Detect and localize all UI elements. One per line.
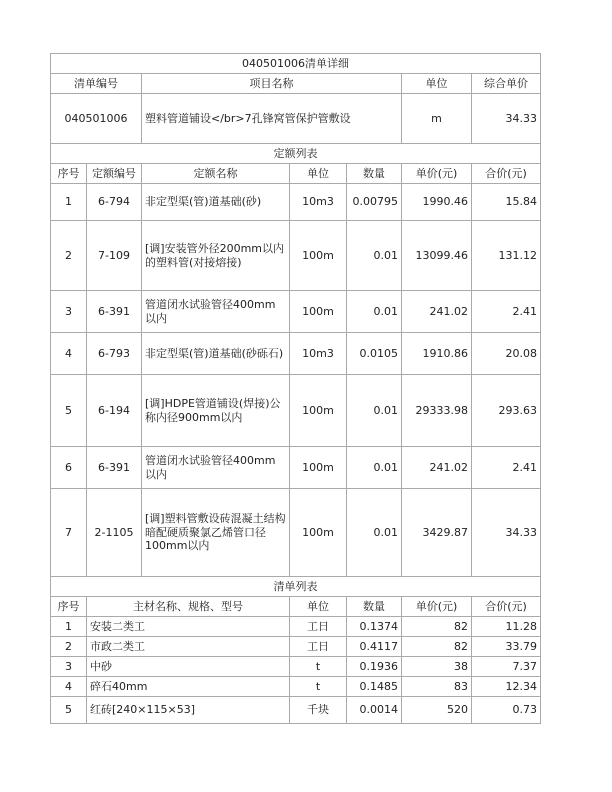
material-unit: t	[290, 677, 347, 697]
table-row	[51, 489, 541, 577]
material-qty: 0.0014	[347, 697, 402, 724]
header-price: 综合单价	[472, 74, 541, 94]
item-name: 塑料管道铺设</br>7孔锋窝管保护管敷设	[142, 94, 402, 144]
material-header-name: 主材名称、规格、型号	[87, 597, 290, 617]
quota-no: 4	[51, 333, 87, 375]
material-total: 0.73	[472, 697, 541, 724]
material-price: 82	[402, 617, 472, 637]
quota-unit: 100m	[290, 291, 347, 333]
material-name: 安装二类工	[87, 617, 290, 637]
table-row	[51, 375, 541, 447]
quota-total: 2.41	[472, 447, 541, 489]
item-unit: m	[402, 94, 472, 144]
material-qty: 0.1936	[347, 657, 402, 677]
table-row	[51, 184, 541, 221]
quota-unit: 100m	[290, 447, 347, 489]
list-item	[51, 637, 541, 657]
quota-qty: 0.01	[347, 291, 402, 333]
quota-header-row	[51, 164, 541, 184]
material-qty: 0.1485	[347, 677, 402, 697]
list-item	[51, 657, 541, 677]
quota-price: 241.02	[402, 447, 472, 489]
quota-total: 131.12	[472, 221, 541, 291]
table-row	[51, 221, 541, 291]
quota-price: 29333.98	[402, 375, 472, 447]
header-name: 项目名称	[142, 74, 402, 94]
quota-header-no: 序号	[51, 164, 87, 184]
quota-code: 6-391	[87, 291, 142, 333]
material-unit: 工日	[290, 617, 347, 637]
quota-total: 2.41	[472, 291, 541, 333]
quota-unit: 10m3	[290, 184, 347, 221]
table-row	[51, 291, 541, 333]
quota-section-title-row	[51, 144, 541, 164]
quota-code: 2-1105	[87, 489, 142, 577]
quota-name: [调]安装管外径200mm以内的塑料管(对接熔接)	[142, 221, 290, 291]
quota-no: 3	[51, 291, 87, 333]
material-header-row	[51, 597, 541, 617]
material-unit: 千块	[290, 697, 347, 724]
material-qty: 0.4117	[347, 637, 402, 657]
quota-name: 非定型渠(管)道基础(砂砾石)	[142, 333, 290, 375]
material-price: 38	[402, 657, 472, 677]
bill-detail-table	[50, 53, 541, 724]
page-title: 040501006清单详细	[51, 54, 541, 74]
quota-code: 7-109	[87, 221, 142, 291]
quota-price: 1910.86	[402, 333, 472, 375]
quota-total: 34.33	[472, 489, 541, 577]
quota-code: 6-194	[87, 375, 142, 447]
quota-code: 6-793	[87, 333, 142, 375]
material-name: 市政二类工	[87, 637, 290, 657]
quota-name: [调]塑料管敷设砖混凝土结构暗配硬质聚氯乙烯管口径100mm以内	[142, 489, 290, 577]
quota-header-price: 单价(元)	[402, 164, 472, 184]
material-total: 33.79	[472, 637, 541, 657]
quota-qty: 0.00795	[347, 184, 402, 221]
material-section-title-row	[51, 577, 541, 597]
item-header-row	[51, 74, 541, 94]
item-row	[51, 94, 541, 144]
quota-no: 7	[51, 489, 87, 577]
material-price: 520	[402, 697, 472, 724]
material-unit: t	[290, 657, 347, 677]
quota-qty: 0.01	[347, 447, 402, 489]
quota-no: 1	[51, 184, 87, 221]
header-code: 清单编号	[51, 74, 142, 94]
quota-qty: 0.0105	[347, 333, 402, 375]
material-name: 中砂	[87, 657, 290, 677]
material-no: 1	[51, 617, 87, 637]
quota-qty: 0.01	[347, 489, 402, 577]
table-row	[51, 333, 541, 375]
material-header-qty: 数量	[347, 597, 402, 617]
material-total: 12.34	[472, 677, 541, 697]
quota-name: [调]HDPE管道铺设(焊接)公称内径900mm以内	[142, 375, 290, 447]
item-code: 040501006	[51, 94, 142, 144]
quota-qty: 0.01	[347, 221, 402, 291]
quota-total: 15.84	[472, 184, 541, 221]
quota-total: 293.63	[472, 375, 541, 447]
quota-name: 管道闭水试验管径400mm以内	[142, 447, 290, 489]
material-header-unit: 单位	[290, 597, 347, 617]
quota-section-title: 定额列表	[51, 144, 541, 164]
quota-unit: 10m3	[290, 333, 347, 375]
header-unit: 单位	[402, 74, 472, 94]
quota-price: 1990.46	[402, 184, 472, 221]
list-item	[51, 697, 541, 724]
quota-price: 3429.87	[402, 489, 472, 577]
material-header-price: 单价(元)	[402, 597, 472, 617]
material-name: 碎石40mm	[87, 677, 290, 697]
quota-header-code: 定额编号	[87, 164, 142, 184]
quota-header-qty: 数量	[347, 164, 402, 184]
quota-unit: 100m	[290, 489, 347, 577]
quota-price: 241.02	[402, 291, 472, 333]
quota-qty: 0.01	[347, 375, 402, 447]
material-price: 83	[402, 677, 472, 697]
quota-header-unit: 单位	[290, 164, 347, 184]
quota-unit: 100m	[290, 221, 347, 291]
material-no: 3	[51, 657, 87, 677]
list-item	[51, 677, 541, 697]
material-name: 红砖[240×115×53]	[87, 697, 290, 724]
material-no: 5	[51, 697, 87, 724]
title-row	[51, 54, 541, 74]
material-price: 82	[402, 637, 472, 657]
quota-no: 2	[51, 221, 87, 291]
material-total: 7.37	[472, 657, 541, 677]
quota-unit: 100m	[290, 375, 347, 447]
quota-price: 13099.46	[402, 221, 472, 291]
quota-total: 20.08	[472, 333, 541, 375]
quota-header-total: 合价(元)	[472, 164, 541, 184]
quota-no: 6	[51, 447, 87, 489]
material-header-no: 序号	[51, 597, 87, 617]
table-row	[51, 447, 541, 489]
material-section-title: 清单列表	[51, 577, 541, 597]
material-no: 2	[51, 637, 87, 657]
material-qty: 0.1374	[347, 617, 402, 637]
quota-header-name: 定额名称	[142, 164, 290, 184]
quota-code: 6-391	[87, 447, 142, 489]
material-no: 4	[51, 677, 87, 697]
material-unit: 工日	[290, 637, 347, 657]
quota-code: 6-794	[87, 184, 142, 221]
quota-name: 管道闭水试验管径400mm以内	[142, 291, 290, 333]
material-total: 11.28	[472, 617, 541, 637]
item-price: 34.33	[472, 94, 541, 144]
quota-no: 5	[51, 375, 87, 447]
list-item	[51, 617, 541, 637]
material-header-total: 合价(元)	[472, 597, 541, 617]
quota-name: 非定型渠(管)道基础(砂)	[142, 184, 290, 221]
